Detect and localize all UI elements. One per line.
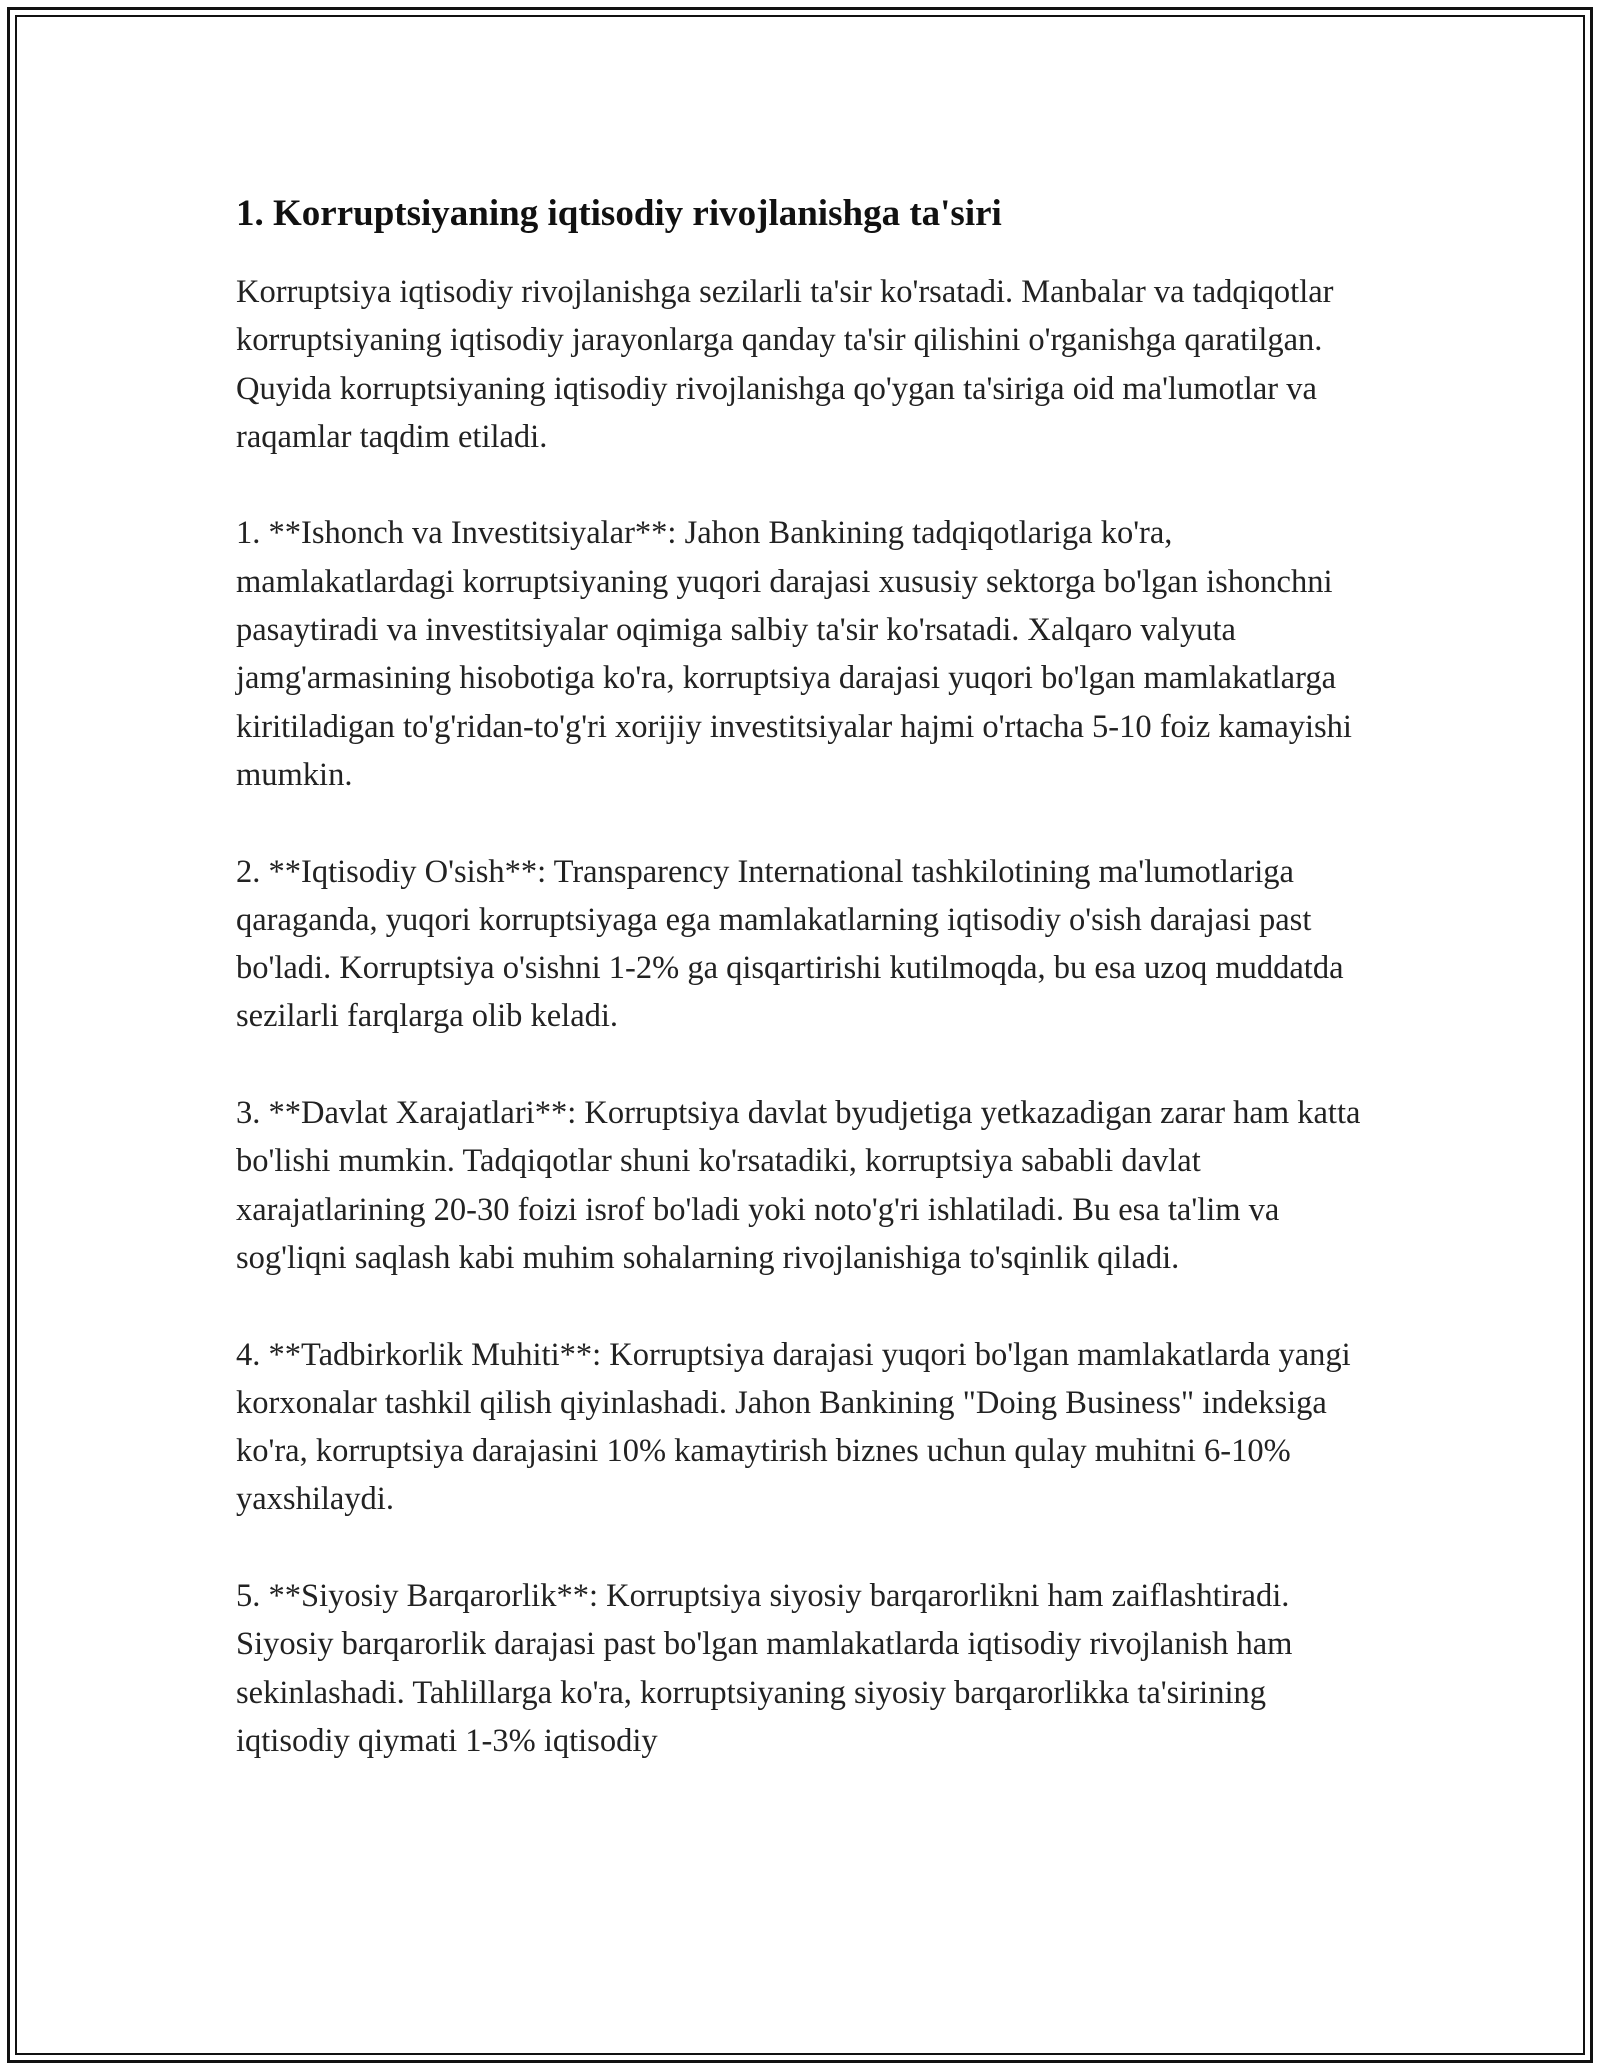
document-body <box>236 190 1376 1814</box>
intro-paragraph: Korruptsiya iqtisodiy rivojlanishga sezilarli ta'sir ko'rsatadi. Manbalar va tadqiqotlar korruptsiyaning iqtisodiy jarayonlarga qanday ta'sir qilishini o'rganishga qaratilgan. Quyida korruptsiyaning iqtisodiy rivojlanishga qo'ygan ta'siriga oid ma'lumotlar va raqamlar taqdim etiladi. <box>236 274 1334 455</box>
paragraph-political-stability: 5. **Siyosiy Barqarorlik**: Korruptsiya siyosiy barqarorlikni ham zaiflashtiradi. Siyosiy barqarorlik darajasi past bo'lgan mamlakatlarda iqtisodiy rivojlanish ham sekinlashadi. Tahlillarga ko'ra, korruptsiyaning siyosiy barqarorlikka ta'sirining iqtisodiy qiymati 1-3% iqtisodiy <box>236 1578 1293 1759</box>
paragraph-state-expenditure: 3. **Davlat Xarajatlari**: Korruptsiya davlat byudjetiga yetkazadigan zarar ham katta bo'lishi mumkin. Tadqiqotlar shuni ko'rsatadiki, korruptsiya sababli davlat xarajatlarining 20-30 foizi isrof bo'ladi yoki noto'g'ri ishlatiladi. Bu esa ta'lim va sog'liqni saqlash kabi muhim sohalarning rivojlanishiga to'sqinlik qiladi. <box>236 1095 1361 1276</box>
document-title: 1. Korruptsiyaning iqtisodiy rivojlanishga ta'siri <box>236 193 1002 234</box>
paragraph-business-environment: 4. **Tadbirkorlik Muhiti**: Korruptsiya darajasi yuqori bo'lgan mamlakatlarda yangi korxonalar tashkil qilish qiyinlashadi. Jahon Bankining "Doing Business" indeksiga ko'ra, korruptsiya darajasini 10% kamaytirish biznes uchun qulay muhitni 6-10% yaxshilaydi. <box>236 1336 1351 1518</box>
paragraph-trust-investment: 1. **Ishonch va Investitsiyalar**: Jahon Bankining tadqiqotlariga ko'ra, mamlakatlardagi korruptsiyaning yuqori darajasi xususiy sektorga bo'lgan ishonchni pasaytiradi va investitsiyalar oqimiga salbiy ta'sir ko'rsatadi. Xalqaro valyuta jamg'armasining hisobotiga ko'ra, korruptsiya darajasi yuqori bo'lgan mamlakatlarga kiritiladigan to'g'ridan-to'g'ri xorijiy investitsiyalar hajmi o'rtacha 5-10 foiz kamayishi mumkin. <box>236 515 1352 793</box>
paragraph-economic-growth: 2. **Iqtisodiy O'sish**: Transparency International tashkilotining ma'lumotlariga qaraganda, yuqori korruptsiyaga ega mamlakatlarning iqtisodiy o'sish darajasi past bo'ladi. Korruptsiya o'sishni 1-2% ga qisqartirishi kutilmoqda, bu esa uzoq muddatda sezilarli farqlarga olib keladi. <box>236 853 1344 1035</box>
